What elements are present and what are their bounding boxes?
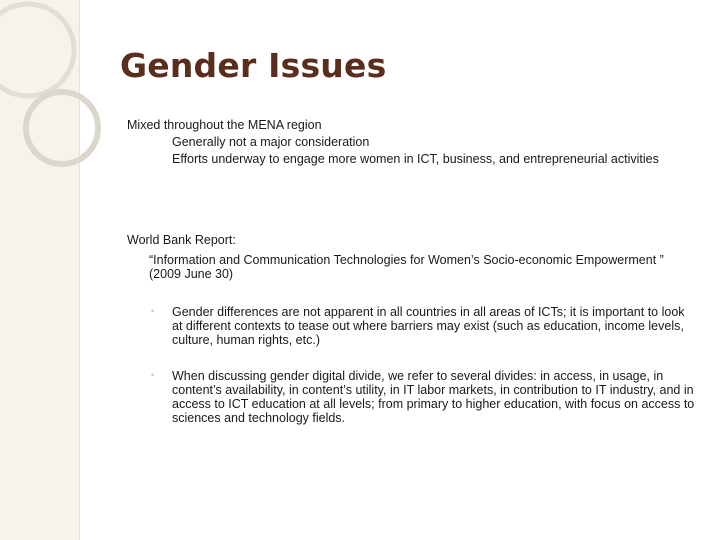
bullet-circle-icon: ◦ [151,306,155,317]
slide-title: Gender Issues [120,46,387,85]
section1-subitem: Efforts underway to engage more women in ICT, business, and entrepreneurial activities [172,152,659,166]
section1-heading: Mixed throughout the MENA region [127,118,322,132]
bullet-circle-icon: ◦ [151,370,155,381]
section2-heading: World Bank Report: [127,233,236,247]
section1-subitem: Generally not a major consideration [172,135,370,149]
decorative-rings [0,0,140,200]
small-ring [26,92,98,164]
report-title-quote: “Information and Communication Technologies for Women’s Socio-economic Empowerment ” (2009 June 30) [149,253,664,281]
large-ring [0,4,74,96]
bullet-item: Gender differences are not apparent in all countries in all areas of ICTs; it is important to look at different contexts to tease out where barriers may exist (such as education, income levels, culture, human rights, etc.) [172,305,685,347]
bullet-item: When discussing gender digital divide, we refer to several divides: in access, in usage, in content’s availability, in content’s utility, in IT labor markets, in contribution to IT industry, and in access to ICT education at all levels; from primary to higher education, with focus on access to sciences and technology fields. [172,369,695,425]
